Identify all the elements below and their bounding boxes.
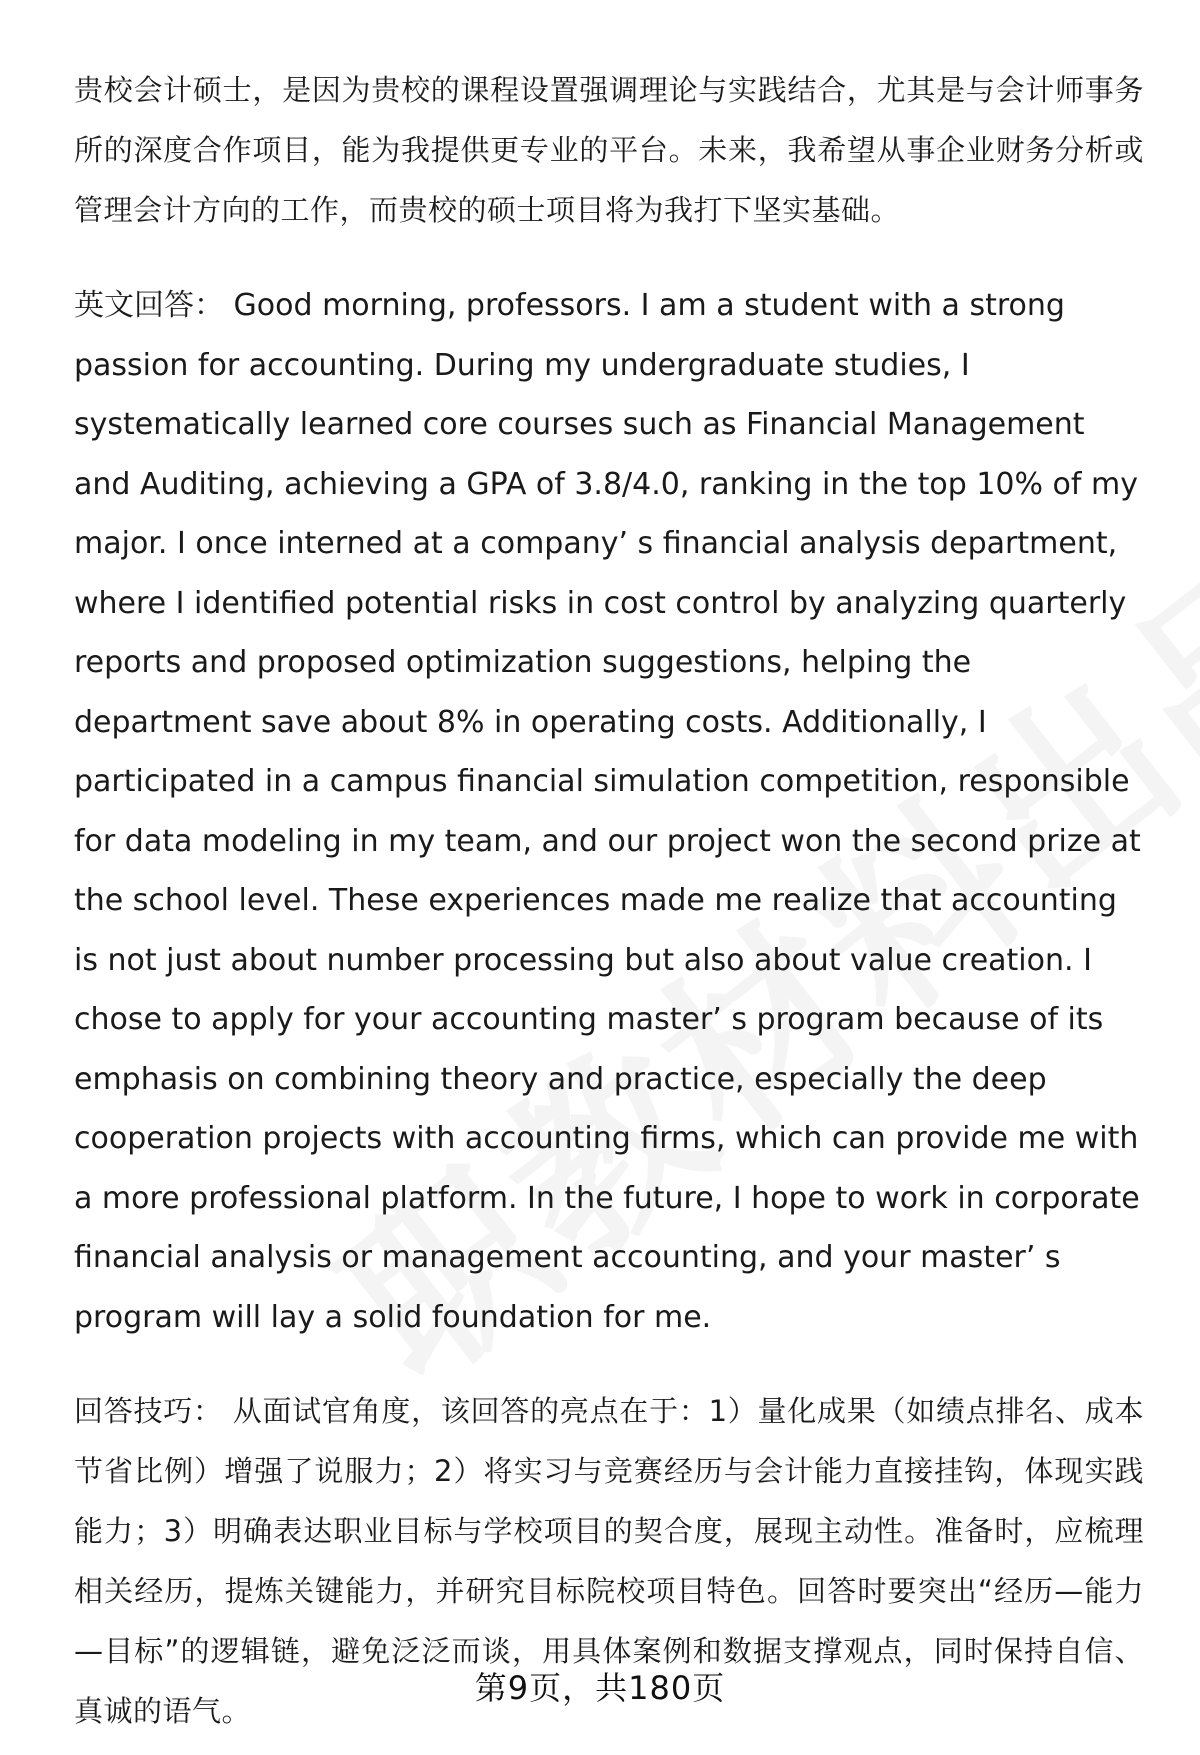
tips-label: 回答技巧：: [74, 1394, 223, 1428]
english-answer-label: 英文回答：: [74, 288, 224, 323]
english-answer-paragraph: [74, 276, 1144, 1347]
intro-paragraph: 贵校会计硕士，是因为贵校的课程设置强调理论与实践结合，尤其是与会计师事务所的深度合作项目，能为我提供更专业的平台。未来，我希望从事企业财务分析或管理会计方向的工作，而贵校的硕士项目将为我打下坚实基础。: [74, 73, 1144, 227]
tips-text: 从面试官角度，该回答的亮点在于：1）量化成果（如绩点排名、成本节省比例）增强了说服力；2）将实习与竞赛经历与会计能力直接挂钩，体现实践能力；3）明确表达职业目标与学校项目的契合度，展现主动性。准备时，应梳理相关经历，提炼关键能力，并研究目标院校项目特色。回答时要突出“经历—能力—目标”的逻辑链，避免泛泛而谈，用具体案例和数据支撑观点，同时保持自信、真诚的语气。: [74, 1394, 1144, 1728]
english-answer-text: Good morning, professors. I am a student with a strong passion for accounting. During my undergraduate studies, I systematically learned core courses such as Financial Management and Auditing, achieving a GPA of 3.8/4.0, ranking in the top 10% of my major. I once interned at a company’ s financial analysis department, where I identified potential risks in cost control by analyzing quarterly reports and proposed optimization suggestions, helping the department save about 8% in operating costs. Additionally, I participated in a campus financial simulation competition, responsible for data modeling in my team, and our project won the second prize at the school level. These experiences made me realize that accounting is not just about number processing but also about value creation. I chose to apply for your accounting master’ s program because of its emphasis on combining theory and practice, especially the deep cooperation projects with accounting firms, which can provide me with a more professional platform. In the future, I hope to work in corporate financial analysis or management accounting, and your master’ s program will lay a solid foundation for me.: [74, 288, 1141, 1335]
paragraph-spacer: [74, 240, 1144, 276]
page-number-footer: 第9页，共180页: [474, 1669, 726, 1707]
paragraph-spacer: [74, 1347, 1144, 1381]
document-page: [74, 60, 1144, 1741]
